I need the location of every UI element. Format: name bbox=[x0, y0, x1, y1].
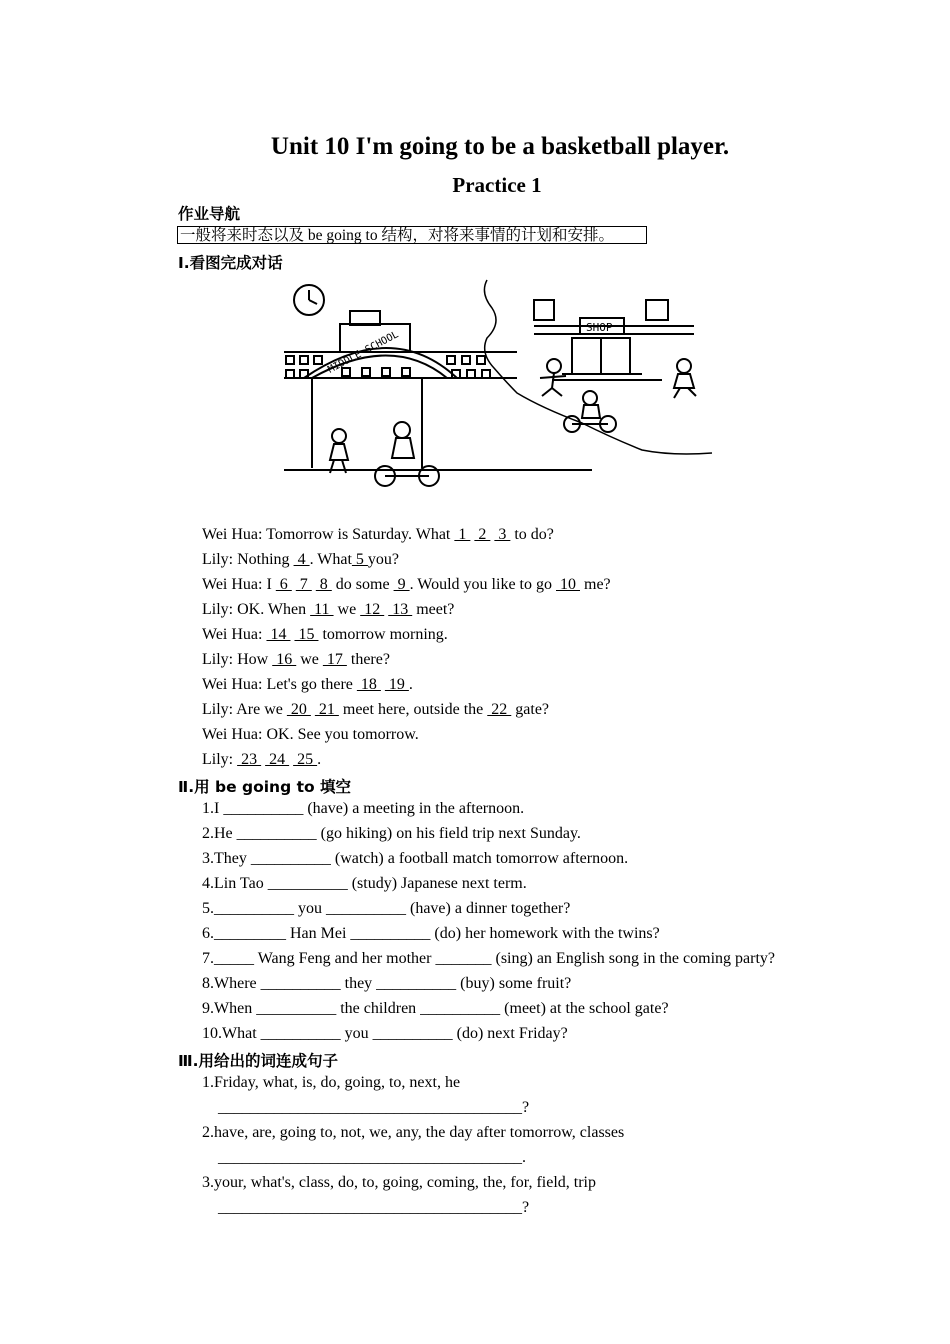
blank-7[interactable]: 7 bbox=[295, 576, 312, 593]
guide-box: 一般将来时态以及 be going to 结构，对将来事情的计划和安排。 bbox=[177, 226, 647, 244]
blank-17[interactable]: 17 bbox=[322, 651, 347, 668]
exercise2-item: 4.Lin Tao __________ (study) Japanese next term. bbox=[202, 875, 527, 892]
exercise2-item: 10.What __________ you __________ (do) next Friday? bbox=[202, 1025, 568, 1042]
dialogue-line-8: Lily: Are we 20 21 meet here, outside the 22 gate? bbox=[202, 701, 550, 718]
boy-on-bike bbox=[564, 391, 616, 432]
blank-5[interactable]: 5 bbox=[351, 551, 368, 568]
blank-13[interactable]: 13 bbox=[388, 601, 413, 618]
blank-9[interactable]: 9 bbox=[393, 576, 410, 593]
dialogue-line-7: Wei Hua: Let's go there 18 19 . bbox=[202, 676, 413, 693]
guide-heading: 作业导航 bbox=[178, 205, 241, 223]
exercise2-item: 7._____ Wang Feng and her mother _______ (sing) an English song in the coming party? bbox=[202, 950, 775, 967]
blank-12[interactable]: 12 bbox=[360, 601, 385, 618]
page-subtitle: Practice 1 bbox=[452, 173, 542, 197]
dialogue-line-9: Wei Hua: OK. See you tomorrow. bbox=[202, 726, 419, 743]
blank-14[interactable]: 14 bbox=[266, 626, 291, 643]
blank-3[interactable]: 3 bbox=[494, 526, 511, 543]
exercise2-item: 6._________ Han Mei __________ (do) her homework with the twins? bbox=[202, 925, 660, 942]
blank-1[interactable]: 1 bbox=[454, 526, 471, 543]
blank-4[interactable]: 4 bbox=[293, 551, 310, 568]
dialogue-line-1: Wei Hua: Tomorrow is Saturday. What 1 2 3 to do? bbox=[202, 526, 554, 543]
exercise3-answer-line[interactable]: ______________________________________? bbox=[218, 1199, 530, 1216]
blank-6[interactable]: 6 bbox=[275, 576, 292, 593]
section1-heading: Ⅰ.看图完成对话 bbox=[178, 254, 283, 272]
shop-building bbox=[534, 300, 694, 380]
exercise2-item: 2.He __________ (go hiking) on his field trip next Sunday. bbox=[202, 825, 581, 842]
blank-24[interactable]: 24 bbox=[265, 751, 290, 768]
section2-heading: Ⅱ.用 be going to 填空 bbox=[178, 778, 352, 796]
boy-running bbox=[540, 359, 566, 396]
girl-on-bike bbox=[375, 422, 439, 486]
girl-running bbox=[674, 359, 696, 398]
school-shop-picture bbox=[282, 278, 714, 490]
exercise3-words: 3.your, what's, class, do, to, going, coming, the, for, field, trip bbox=[202, 1174, 596, 1191]
dialogue-line-5: Wei Hua: 14 15 tomorrow morning. bbox=[202, 626, 448, 643]
exercise3-words: 2.have, are, going to, not, we, any, the day after tomorrow, classes bbox=[202, 1124, 625, 1141]
girl-walking bbox=[330, 429, 348, 473]
dialogue-line-2: Lily: Nothing 4 . What 5 you? bbox=[202, 551, 400, 568]
section3-heading: Ⅲ.用给出的词连成句子 bbox=[178, 1052, 339, 1070]
exercise3-answer-line[interactable]: ______________________________________? bbox=[218, 1099, 530, 1116]
dialogue-line-6: Lily: How 16 we 17 there? bbox=[202, 651, 390, 668]
page-title: Unit 10 I'm going to be a basketball player. bbox=[270, 133, 730, 160]
blank-25[interactable]: 25 bbox=[293, 751, 318, 768]
blank-19[interactable]: 19 bbox=[384, 676, 409, 693]
blank-8[interactable]: 8 bbox=[315, 576, 332, 593]
blank-22[interactable]: 22 bbox=[487, 701, 512, 718]
clock-icon bbox=[294, 285, 324, 315]
svg-text:SHOP: SHOP bbox=[586, 321, 613, 334]
exercise2-item: 9.When __________ the children __________ (meet) at the school gate? bbox=[202, 1000, 669, 1017]
dialogue-line-3: Wei Hua: I 6 7 8 do some 9 . Would you like to go 10 me? bbox=[202, 576, 611, 593]
blank-15[interactable]: 15 bbox=[294, 626, 319, 643]
exercise3-answer-line[interactable]: ______________________________________. bbox=[218, 1149, 526, 1166]
blank-2[interactable]: 2 bbox=[474, 526, 491, 543]
exercise3-words: 1.Friday, what, is, do, going, to, next, he bbox=[202, 1074, 461, 1091]
blank-10[interactable]: 10 bbox=[556, 576, 580, 593]
exercise2-item: 8.Where __________ they __________ (buy) some fruit? bbox=[202, 975, 572, 992]
blank-21[interactable]: 21 bbox=[314, 701, 339, 718]
blank-11[interactable]: 11 bbox=[310, 601, 334, 618]
exercise2-item: 3.They __________ (watch) a football match tomorrow afternoon. bbox=[202, 850, 629, 867]
dialogue-line-10: Lily: 23 24 25 . bbox=[202, 751, 322, 768]
blank-16[interactable]: 16 bbox=[272, 651, 297, 668]
blank-23[interactable]: 23 bbox=[237, 751, 262, 768]
blank-18[interactable]: 18 bbox=[356, 676, 381, 693]
school-building bbox=[284, 311, 517, 468]
blank-20[interactable]: 20 bbox=[286, 701, 311, 718]
svg-text:MIDDLE SCHOOL: MIDDLE SCHOOL bbox=[326, 329, 401, 376]
exercise2-item: 1.I __________ (have) a meeting in the afternoon. bbox=[202, 800, 525, 817]
dialogue-line-4: Lily: OK. When 11 we 12 13 meet? bbox=[202, 601, 455, 618]
exercise2-item: 5.__________ you __________ (have) a dinner together? bbox=[202, 900, 571, 917]
